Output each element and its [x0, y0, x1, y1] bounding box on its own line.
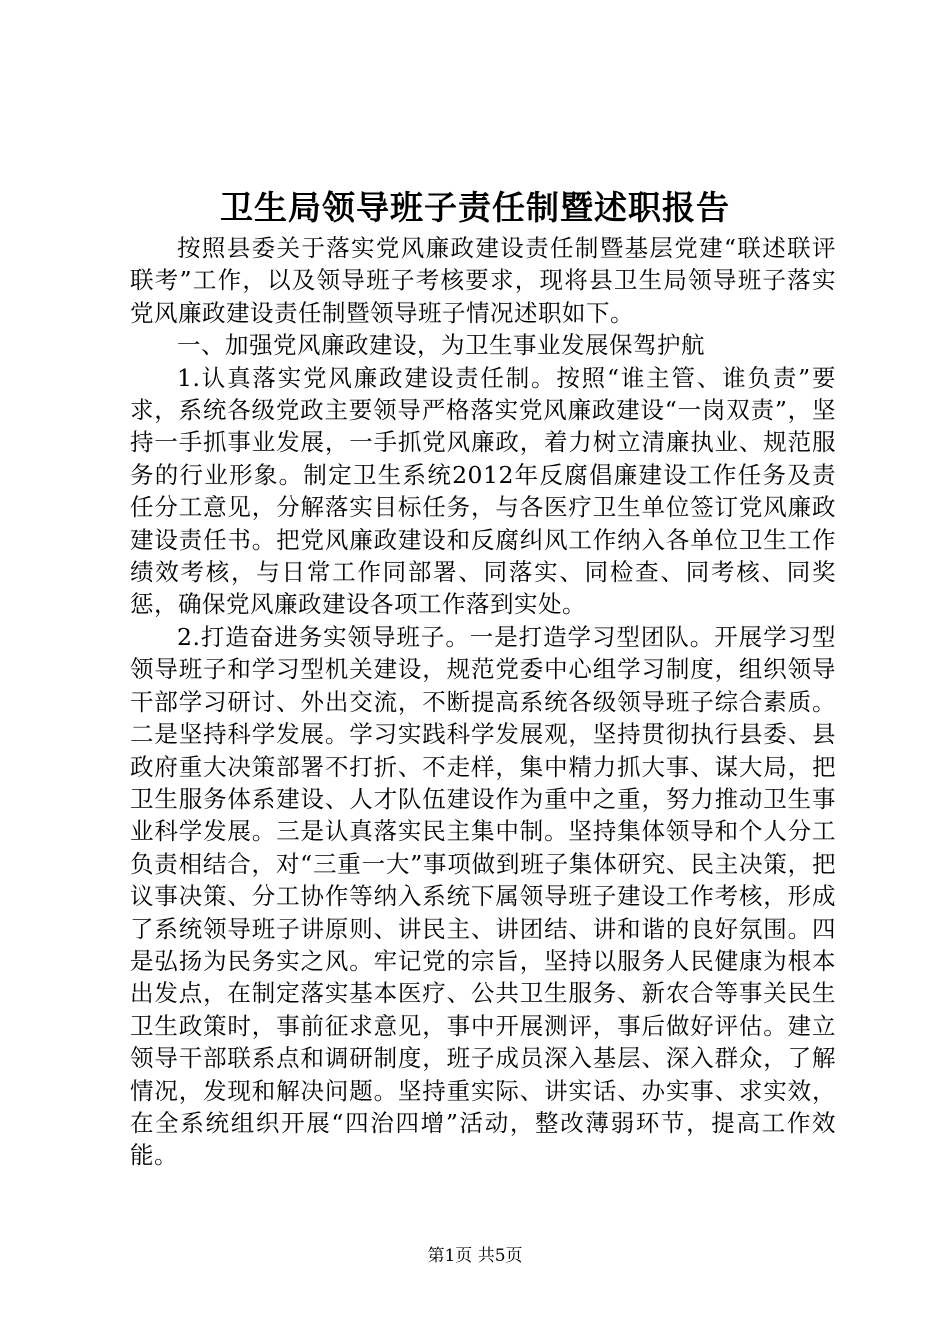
page-footer: 第1页 共5页 [427, 1246, 523, 1266]
paragraph-item-1: 1.认真落实党风廉政建设责任制。按照“谁主管、谁负责”要求，系统各级党政主要领导严格落实党风廉政建设“一岗双责”，坚持一手抓事业发展，一手抓党风廉政，着力树立清廉执业、规范服务的行业形象。制定卫生系统2012年反腐倡廉建设工作任务及责任分工意见，分解落实目标任务，与各医疗卫生单位签订党风廉政建设责任书。把党风廉政建设和反腐纠风工作纳入各单位卫生工作绩效考核，与日常工作同部署、同落实、同检查、同考核、同奖惩，确保党风廉政建设各项工作落到实处。 [130, 363, 836, 619]
intro-paragraph: 按照县委关于落实党风廉政建设责任制暨基层党建“联述联评联考”工作，以及领导班子考核要求，现将县卫生局领导班子落实党风廉政建设责任制暨领导班子情况述职如下。 [130, 234, 836, 327]
document-body [130, 232, 836, 1172]
paragraph-item-2: 2.打造奋进务实领导班子。一是打造学习型团队。开展学习型领导班子和学习型机关建设，规范党委中心组学习制度，组织领导干部学习研讨、外出交流，不断提高系统各级领导班子综合素质。二是坚持科学发展。学习实践科学发展观，坚持贯彻执行县委、县政府重大决策部署不打折、不走样，集中精力抓大事、谋大局，把卫生服务体系建设、人才队伍建设作为重中之重，努力推动卫生事业科学发展。三是认真落实民主集中制。坚持集体领导和个人分工负责相结合，对“三重一大”事项做到班子集体研究、民主决策，把议事决策、分工协作等纳入系统下属领导班子建设工作考核，形成了系统领导班子讲原则、讲民主、讲团结、讲和谐的良好氛围。四是弘扬为民务实之风。牢记党的宗旨，坚持以服务人民健康为根本出发点，在制定落实基本医疗、公共卫生服务、新农合等事关民生卫生政策时，事前征求意见，事中开展测评，事后做好评估。建立领导干部联系点和调研制度，班子成员深入基层、深入群众，了解情况，发现和解决问题。坚持重实际、讲实话、办实事、求实效，在全系统组织开展“四治四增”活动，整改薄弱环节，提高工作效能。 [130, 622, 836, 1170]
section-heading: 一、加强党风廉政建设，为卫生事业发展保驾护航 [177, 331, 705, 360]
document-title: 卫生局领导班子责任制暨述职报告 [220, 188, 730, 227]
